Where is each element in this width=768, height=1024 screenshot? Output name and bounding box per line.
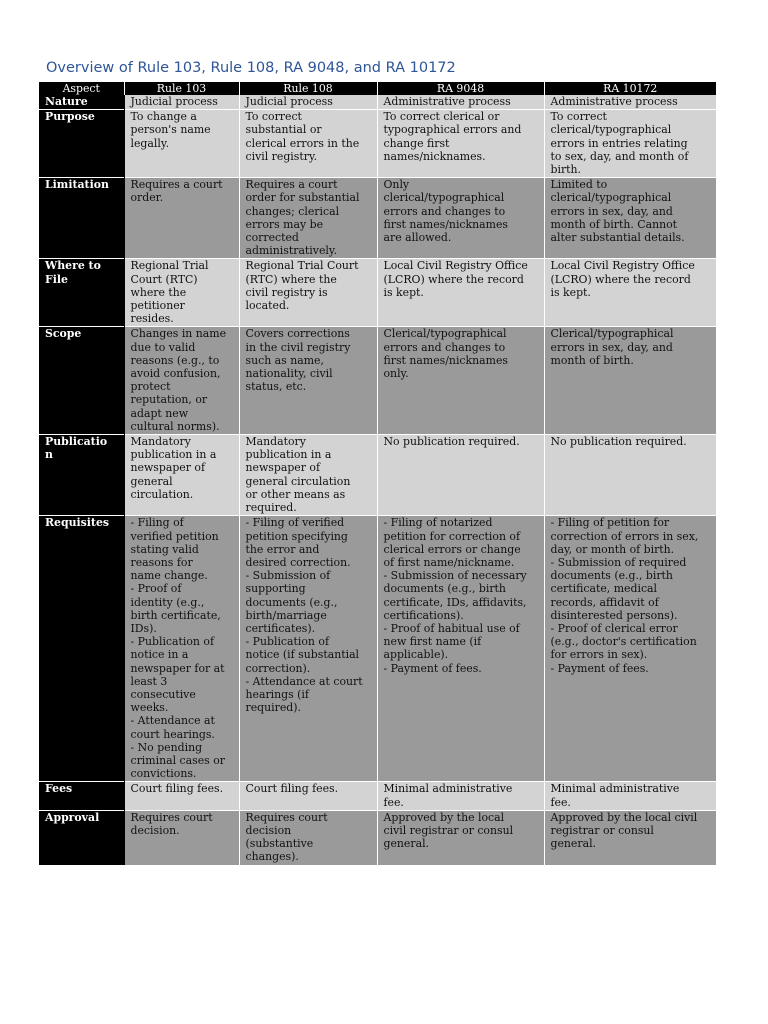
table-cell: Changes in name due to valid reasons (e.g., to avoid confusion, protect reputation, or adapt new cultural norms). bbox=[124, 327, 239, 435]
table-cell: To change a person's name legally. bbox=[124, 110, 239, 178]
table-cell: Covers corrections in the civil registry such as name, nationality, civil status, etc. bbox=[239, 327, 377, 435]
row-label: Where to File bbox=[39, 259, 124, 327]
table-row-scope bbox=[39, 327, 716, 435]
table-cell: - Filing of petition for correction of errors in sex, day, or month of birth. - Submission of required documents (e.g., birth certificate, medical records, affidavit of disinterested persons). - Proof of clerical error (e.g., doctor's certification for errors in sex). - Payment of fees. bbox=[544, 516, 716, 782]
table-cell: Regional Trial Court (RTC) where the civil registry is located. bbox=[239, 259, 377, 327]
table-cell: Requires a court order. bbox=[124, 178, 239, 259]
comparison-table bbox=[39, 82, 716, 865]
table-cell: No publication required. bbox=[377, 435, 544, 516]
table-row-nature bbox=[39, 95, 716, 110]
column-header-rule-103: Rule 103 bbox=[124, 82, 239, 95]
table-row-publication bbox=[39, 435, 716, 516]
row-label: Publicatio n bbox=[39, 435, 124, 516]
table-cell: Requires court decision. bbox=[124, 810, 239, 864]
table-row-purpose bbox=[39, 110, 716, 178]
table-row-approval bbox=[39, 810, 716, 864]
table-cell: Local Civil Registry Office (LCRO) where the record is kept. bbox=[544, 259, 716, 327]
column-header-ra-9048: RA 9048 bbox=[377, 82, 544, 95]
table-cell: Court filing fees. bbox=[124, 782, 239, 810]
table-cell: Minimal administrative fee. bbox=[377, 782, 544, 810]
table-cell: Requires a court order for substantial changes; clerical errors may be corrected administratively. bbox=[239, 178, 377, 259]
table-cell: Local Civil Registry Office (LCRO) where the record is kept. bbox=[377, 259, 544, 327]
row-label: Nature bbox=[39, 95, 124, 110]
table-cell: - Filing of verified petition specifying the error and desired correction. - Submission of supporting documents (e.g., birth/marriage certificates). - Publication of notice (if substantial correction). - Attendance at court hearings (if required). bbox=[239, 516, 377, 782]
table-cell: Court filing fees. bbox=[239, 782, 377, 810]
table-cell: Requires court decision (substantive changes). bbox=[239, 810, 377, 864]
table-cell: Mandatory publication in a newspaper of general circulation or other means as required. bbox=[239, 435, 377, 516]
table-cell: Administrative process bbox=[544, 95, 716, 110]
row-label: Fees bbox=[39, 782, 124, 810]
table-cell: To correct substantial or clerical errors in the civil registry. bbox=[239, 110, 377, 178]
row-label: Requisites bbox=[39, 516, 124, 782]
table-row-limitation bbox=[39, 178, 716, 259]
table-cell: Clerical/typographical errors in sex, day, and month of birth. bbox=[544, 327, 716, 435]
row-label: Limitation bbox=[39, 178, 124, 259]
table-row-requisites bbox=[39, 516, 716, 782]
table-cell: No publication required. bbox=[544, 435, 716, 516]
table-cell: Mandatory publication in a newspaper of general circulation. bbox=[124, 435, 239, 516]
table-cell: Approved by the local civil registrar or consul general. bbox=[377, 810, 544, 864]
table-cell: Administrative process bbox=[377, 95, 544, 110]
table-cell: Clerical/typographical errors and changes to first names/nicknames only. bbox=[377, 327, 544, 435]
table-cell: Only clerical/typographical errors and changes to first names/nicknames are allowed. bbox=[377, 178, 544, 259]
table-cell: - Filing of verified petition stating valid reasons for name change. - Proof of identity (e.g., birth certificate, IDs). - Publication of notice in a newspaper for at least 3 consecutive weeks. - Attendance at court hearings. - No pending criminal cases or convictions. bbox=[124, 516, 239, 782]
table-cell: Regional Trial Court (RTC) where the petitioner resides. bbox=[124, 259, 239, 327]
column-header-aspect: Aspect bbox=[39, 82, 124, 95]
table-cell: Limited to clerical/typographical errors in sex, day, and month of birth. Cannot alter substantial details. bbox=[544, 178, 716, 259]
table-cell: - Filing of notarized petition for correction of clerical errors or change of first name/nickname. - Submission of necessary documents (e.g., birth certificate, IDs, affidavits, certifications). - Proof of habitual use of new first name (if applicable). - Payment of fees. bbox=[377, 516, 544, 782]
row-label: Scope bbox=[39, 327, 124, 435]
column-header-ra-10172: RA 10172 bbox=[544, 82, 716, 95]
table-cell: Minimal administrative fee. bbox=[544, 782, 716, 810]
row-label: Approval bbox=[39, 810, 124, 864]
row-label: Purpose bbox=[39, 110, 124, 178]
document-title: Overview of Rule 103, Rule 108, RA 9048, and RA 10172 bbox=[46, 60, 456, 76]
table-cell: To correct clerical or typographical errors and change first names/nicknames. bbox=[377, 110, 544, 178]
table-header-row bbox=[39, 82, 716, 95]
table-cell: To correct clerical/typographical errors in entries relating to sex, day, and month of birth. bbox=[544, 110, 716, 178]
table-cell: Judicial process bbox=[239, 95, 377, 110]
table-cell: Judicial process bbox=[124, 95, 239, 110]
table-cell: Approved by the local civil registrar or consul general. bbox=[544, 810, 716, 864]
column-header-rule-108: Rule 108 bbox=[239, 82, 377, 95]
table-row-where-to-file bbox=[39, 259, 716, 327]
table-row-fees bbox=[39, 782, 716, 810]
